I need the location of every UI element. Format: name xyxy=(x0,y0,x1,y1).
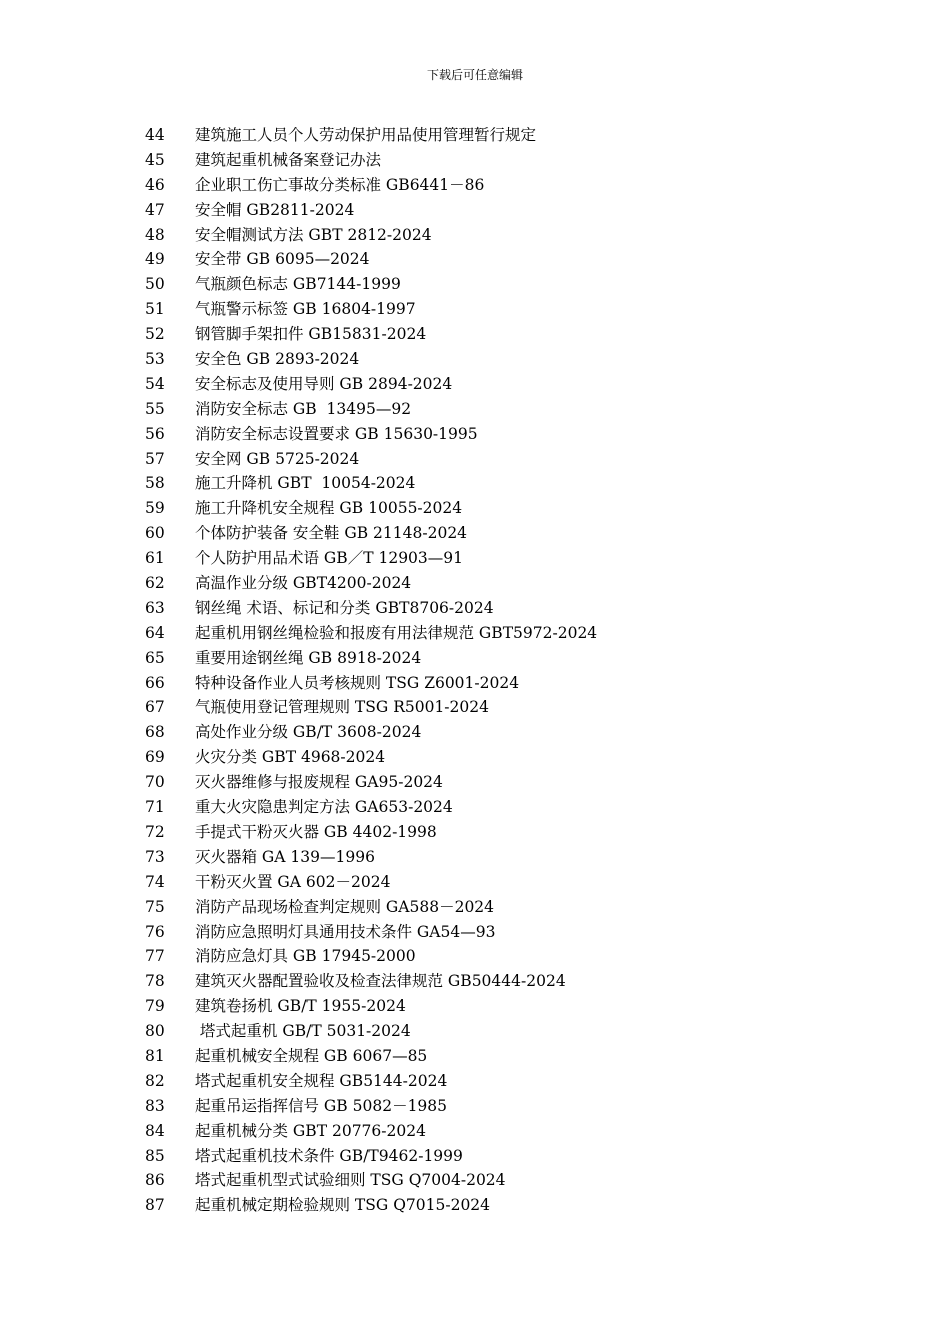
list-item xyxy=(145,720,905,745)
item-number: 46 xyxy=(145,175,165,194)
item-number: 57 xyxy=(145,449,165,468)
list-item xyxy=(145,347,905,372)
item-number: 83 xyxy=(145,1096,165,1115)
list-item xyxy=(145,1094,905,1119)
list-item xyxy=(145,870,905,895)
item-number: 78 xyxy=(145,972,165,991)
item-text: 灭火器箱 GA 139—1996 xyxy=(195,847,375,866)
item-text: 安全色 GB 2893-2024 xyxy=(195,350,360,369)
item-text: 消防安全标志设置要求 GB 15630-1995 xyxy=(195,424,478,443)
list-item xyxy=(145,447,905,472)
item-text: 建筑起重机械备案登记办法 xyxy=(195,150,382,169)
item-text: 个人防护用品术语 GB／T 12903—91 xyxy=(195,549,463,568)
item-number: 48 xyxy=(145,225,165,244)
list-item xyxy=(145,646,905,671)
list-item xyxy=(145,795,905,820)
item-number: 59 xyxy=(145,499,165,518)
item-number: 69 xyxy=(145,748,165,767)
item-text: 安全帽测试方法 GBT 2812-2024 xyxy=(195,225,432,244)
item-number: 74 xyxy=(145,872,165,891)
item-text: 企业职工伤亡事故分类标准 GB6441－86 xyxy=(195,175,485,194)
list-item xyxy=(145,1119,905,1144)
item-number: 71 xyxy=(145,798,165,817)
item-number: 81 xyxy=(145,1046,165,1065)
list-item xyxy=(145,895,905,920)
item-text: 个体防护装备 安全鞋 GB 21148-2024 xyxy=(195,524,468,543)
item-text: 起重吊运指挥信号 GB 5082－1985 xyxy=(195,1096,448,1115)
item-text: 消防应急照明灯具通用技术条件 GA54—93 xyxy=(195,922,496,941)
list-item xyxy=(145,272,905,297)
item-text: 消防产品现场检查判定规则 GA588－2024 xyxy=(195,897,495,916)
list-item xyxy=(145,297,905,322)
list-item xyxy=(145,1193,905,1218)
item-text: 建筑灭火器配置验收及检查法律规范 GB50444-2024 xyxy=(195,972,566,991)
list-item xyxy=(145,223,905,248)
item-text: 重要用途钢丝绳 GB 8918-2024 xyxy=(195,648,422,667)
item-number: 50 xyxy=(145,275,165,294)
item-number: 79 xyxy=(145,997,165,1016)
list-item xyxy=(145,994,905,1019)
item-number: 62 xyxy=(145,574,165,593)
item-number: 84 xyxy=(145,1121,165,1140)
list-item xyxy=(145,695,905,720)
list-item xyxy=(145,920,905,945)
list-item xyxy=(145,1144,905,1169)
list-item xyxy=(145,123,905,148)
list-item xyxy=(145,372,905,397)
item-number: 68 xyxy=(145,723,165,742)
item-number: 54 xyxy=(145,374,165,393)
item-text: 塔式起重机技术条件 GB/T9462-1999 xyxy=(195,1146,463,1165)
list-item xyxy=(145,173,905,198)
item-number: 44 xyxy=(145,126,165,144)
item-number: 52 xyxy=(145,325,165,344)
page-header: 下载后可任意编辑 xyxy=(426,68,523,82)
item-number: 51 xyxy=(145,300,165,319)
list-item xyxy=(145,969,905,994)
list-item xyxy=(145,596,905,621)
item-text: 建筑施工人员个人劳动保护用品使用管理暂行规定 xyxy=(195,126,537,144)
list-item xyxy=(145,745,905,770)
item-number: 70 xyxy=(145,773,165,792)
item-text: 建筑卷扬机 GB/T 1955-2024 xyxy=(195,997,406,1016)
list-item xyxy=(145,521,905,546)
list-item xyxy=(145,422,905,447)
item-number: 72 xyxy=(145,822,165,841)
item-number: 85 xyxy=(145,1146,165,1165)
list-item xyxy=(145,571,905,596)
item-text: 干粉灭火置 GA 602－2024 xyxy=(195,872,391,891)
list-item xyxy=(145,546,905,571)
item-text: 消防安全标志 GB 13495—92 xyxy=(195,399,412,418)
item-number: 63 xyxy=(145,598,165,617)
list-item xyxy=(145,247,905,272)
item-text: 塔式起重机型式试验细则 TSG Q7004-2024 xyxy=(195,1171,506,1190)
item-text: 起重机用钢丝绳检验和报废有用法律规范 GBT5972-2024 xyxy=(195,623,598,642)
item-number: 73 xyxy=(145,847,165,866)
item-number: 66 xyxy=(145,673,165,692)
item-number: 67 xyxy=(145,698,165,717)
item-number: 58 xyxy=(145,474,165,493)
item-number: 60 xyxy=(145,524,165,543)
item-text: 气瓶颜色标志 GB7144-1999 xyxy=(195,275,401,294)
list-item xyxy=(145,1069,905,1094)
item-number: 55 xyxy=(145,399,165,418)
item-number: 56 xyxy=(145,424,165,443)
item-text: 施工升降机 GBT 10054-2024 xyxy=(195,474,416,493)
item-text: 气瓶使用登记管理规则 TSG R5001-2024 xyxy=(195,698,489,717)
item-text: 特种设备作业人员考核规则 TSG Z6001-2024 xyxy=(195,673,520,692)
list-item xyxy=(145,621,905,646)
item-text: 起重机械安全规程 GB 6067—85 xyxy=(195,1046,428,1065)
item-text: 高温作业分级 GBT4200-2024 xyxy=(195,574,412,593)
list-item xyxy=(145,1168,905,1193)
item-number: 45 xyxy=(145,150,165,169)
item-number: 75 xyxy=(145,897,165,916)
item-number: 49 xyxy=(145,250,165,269)
item-text: 安全带 GB 6095—2024 xyxy=(195,250,370,269)
list-item xyxy=(145,671,905,696)
item-text: 气瓶警示标签 GB 16804-1997 xyxy=(195,300,416,319)
item-number: 65 xyxy=(145,648,165,667)
item-number: 77 xyxy=(145,947,165,966)
item-text: 起重机械分类 GBT 20776-2024 xyxy=(195,1121,426,1140)
item-text: 钢丝绳 术语、标记和分类 GBT8706-2024 xyxy=(195,598,494,617)
list-item xyxy=(145,1019,905,1044)
item-text: 安全标志及使用导则 GB 2894-2024 xyxy=(195,374,453,393)
list-item xyxy=(145,820,905,845)
item-text: 火灾分类 GBT 4968-2024 xyxy=(195,748,386,767)
item-text: 塔式起重机 GB/T 5031-2024 xyxy=(195,1022,411,1041)
item-number: 86 xyxy=(145,1171,165,1190)
list-item xyxy=(145,944,905,969)
list-item xyxy=(145,397,905,422)
item-text: 灭火器维修与报废规程 GA95-2024 xyxy=(195,773,443,792)
list-item xyxy=(145,322,905,347)
list-item xyxy=(145,1044,905,1069)
item-text: 手提式干粉灭火器 GB 4402-1998 xyxy=(195,822,437,841)
item-text: 起重机械定期检验规则 TSG Q7015-2024 xyxy=(195,1196,491,1215)
item-number: 53 xyxy=(145,350,165,369)
item-text: 高处作业分级 GB/T 3608-2024 xyxy=(195,723,422,742)
item-text: 消防应急灯具 GB 17945-2000 xyxy=(195,947,416,966)
item-text: 塔式起重机安全规程 GB5144-2024 xyxy=(195,1071,448,1090)
list-item xyxy=(145,198,905,223)
list-item xyxy=(145,770,905,795)
item-text: 安全帽 GB2811-2024 xyxy=(195,200,355,219)
item-text: 安全网 GB 5725-2024 xyxy=(195,449,360,468)
item-text: 重大火灾隐患判定方法 GA653-2024 xyxy=(195,798,453,817)
item-number: 76 xyxy=(145,922,165,941)
standards-list xyxy=(145,123,905,1218)
list-item xyxy=(145,471,905,496)
item-number: 82 xyxy=(145,1071,165,1090)
item-number: 64 xyxy=(145,623,165,642)
item-number: 80 xyxy=(145,1022,165,1041)
list-item xyxy=(145,496,905,521)
item-text: 钢管脚手架扣件 GB15831-2024 xyxy=(195,325,427,344)
item-text: 施工升降机安全规程 GB 10055-2024 xyxy=(195,499,463,518)
list-item xyxy=(145,845,905,870)
list-item xyxy=(145,148,905,173)
item-number: 87 xyxy=(145,1196,165,1215)
item-number: 61 xyxy=(145,549,165,568)
item-number: 47 xyxy=(145,200,165,219)
